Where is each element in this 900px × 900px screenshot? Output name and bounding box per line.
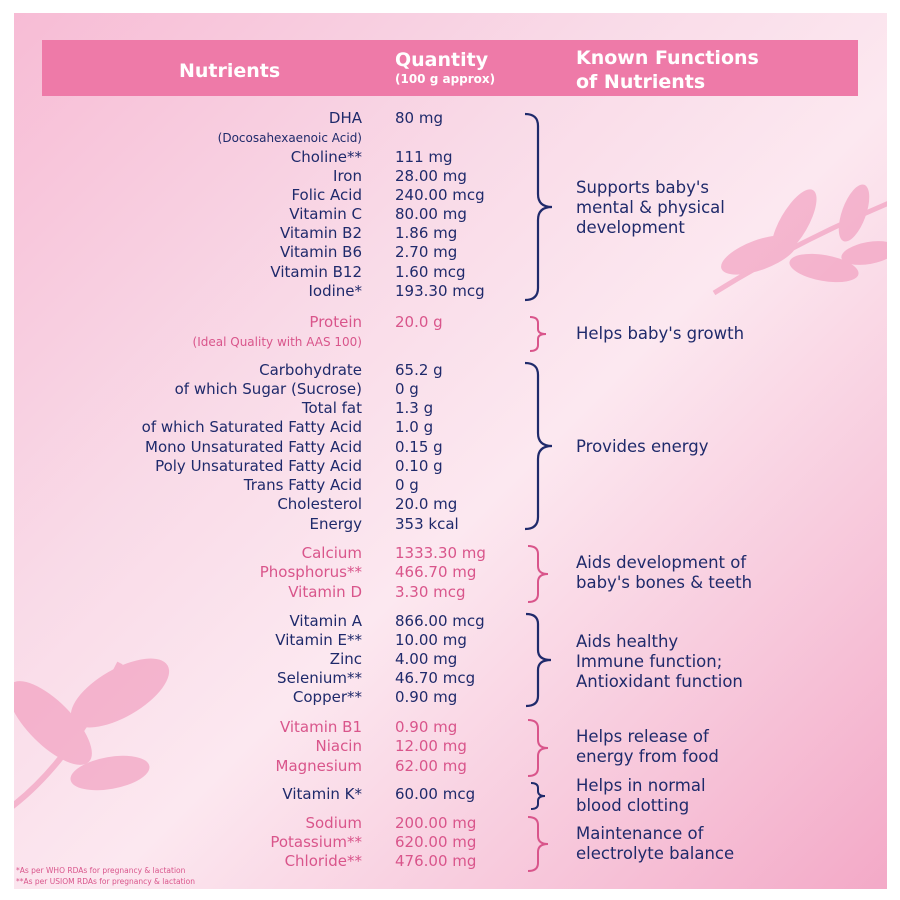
nutrient-name: Mono Unsaturated Fatty Acid xyxy=(145,438,362,456)
nutrient-qty: 62.00 mg xyxy=(395,757,467,775)
function-line: mental & physical xyxy=(576,198,725,217)
nutrient-qty: 60.00 mcg xyxy=(395,785,476,803)
nutrient-qty: 0.10 g xyxy=(395,457,443,475)
header-functions-line1: Known Functions xyxy=(576,47,759,69)
header-quantity-sub: (100 g approx) xyxy=(395,72,496,86)
nutrient-name: Calcium xyxy=(301,544,362,562)
nutrient-qty: 0.15 g xyxy=(395,438,443,456)
nutrient-qty: 1.3 g xyxy=(395,399,434,417)
nutrient-name: Zinc xyxy=(329,650,362,668)
nutrient-name: Iodine* xyxy=(308,282,362,300)
nutrient-qty: 3.30 mcg xyxy=(395,583,466,601)
nutrient-name: Choline** xyxy=(290,148,362,166)
header-functions-line2: of Nutrients xyxy=(576,71,706,93)
function-text xyxy=(576,824,734,864)
function-text xyxy=(576,437,708,457)
nutrient-qty: 28.00 mg xyxy=(395,167,467,185)
nutrient-qty: 2.70 mg xyxy=(395,243,458,261)
function-line: Antioxidant function xyxy=(576,672,743,691)
nutrient-name: Vitamin B12 xyxy=(270,263,362,281)
function-line: Helps in normal xyxy=(576,776,706,795)
nutrient-name: Iron xyxy=(333,167,362,185)
nutrient-qty: 1333.30 mg xyxy=(395,544,486,562)
nutrient-name: Total fat xyxy=(301,399,362,417)
nutrient-name: Energy xyxy=(309,515,362,533)
group-brace xyxy=(522,815,556,873)
nutrient-name: Vitamin D xyxy=(288,583,362,601)
function-line: electrolyte balance xyxy=(576,844,735,863)
nutrient-name: Folic Acid xyxy=(291,186,362,204)
nutrient-qty: 0.90 mg xyxy=(395,718,458,736)
nutrient-name: Vitamin E** xyxy=(275,631,362,649)
nutrient-name: of which Sugar (Sucrose) xyxy=(174,380,362,398)
function-line: Aids healthy xyxy=(576,632,679,651)
function-text xyxy=(576,632,743,692)
nutrient-qty: 240.00 mcg xyxy=(395,186,485,204)
nutrient-qty: 466.70 mg xyxy=(395,563,477,581)
nutrient-name: Phosphorus** xyxy=(259,563,362,581)
nutrient-name: Carbohydrate xyxy=(259,361,362,379)
leaf-decoration-left xyxy=(14,633,180,813)
nutrient-qty: 200.00 mg xyxy=(395,814,477,832)
nutrient-name: (Docosahexaenoic Acid) xyxy=(217,131,362,145)
nutrient-name: Vitamin B2 xyxy=(279,224,362,242)
nutrient-qty: 353 kcal xyxy=(395,515,459,533)
function-line: Provides energy xyxy=(576,437,709,456)
function-text xyxy=(576,776,706,816)
function-line: Maintenance of xyxy=(576,824,704,843)
group-brace xyxy=(522,781,556,811)
group-brace xyxy=(522,544,556,604)
nutrient-name: Sodium xyxy=(305,814,362,832)
nutrient-qty: 4.00 mg xyxy=(395,650,458,668)
nutrient-name: Chloride** xyxy=(284,852,362,870)
nutrient-name: Trans Fatty Acid xyxy=(243,476,362,494)
group-brace xyxy=(522,315,556,353)
function-line: development xyxy=(576,218,685,237)
nutrient-qty: 1.86 mg xyxy=(395,224,458,242)
nutrient-qty: 0 g xyxy=(395,476,419,494)
function-text xyxy=(576,727,719,767)
function-line: Aids development of xyxy=(576,553,747,572)
nutrient-qty: 10.00 mg xyxy=(395,631,467,649)
header-functions xyxy=(576,46,836,94)
nutrient-name: Potassium** xyxy=(270,833,362,851)
function-line: Supports baby's xyxy=(576,178,710,197)
function-line: Helps baby's growth xyxy=(576,324,745,343)
nutrient-qty: 1.60 mcg xyxy=(395,263,466,281)
nutrient-name: Vitamin A xyxy=(289,612,362,630)
nutrient-qty: 0 g xyxy=(395,380,419,398)
nutrient-name: Cholesterol xyxy=(277,495,362,513)
nutrient-name: (Ideal Quality with AAS 100) xyxy=(192,335,362,349)
nutrient-qty: 20.0 g xyxy=(395,313,443,331)
nutrient-name: Vitamin B6 xyxy=(279,243,362,261)
function-text xyxy=(576,553,752,593)
nutrient-qty: 0.90 mg xyxy=(395,688,458,706)
nutrient-name: Niacin xyxy=(315,737,362,755)
nutrient-name: Copper** xyxy=(292,688,362,706)
nutrient-qty: 12.00 mg xyxy=(395,737,467,755)
nutrient-qty: 476.00 mg xyxy=(395,852,477,870)
group-brace xyxy=(522,112,556,302)
nutrient-name: Vitamin C xyxy=(289,205,362,223)
nutrient-name: Poly Unsaturated Fatty Acid xyxy=(155,457,362,475)
nutrient-name: Selenium** xyxy=(277,669,362,687)
nutrient-name: of which Saturated Fatty Acid xyxy=(141,418,362,436)
nutrient-qty: 193.30 mcg xyxy=(395,282,485,300)
nutrient-qty: 111 mg xyxy=(395,148,453,166)
function-line: baby's bones & teeth xyxy=(576,573,753,592)
nutrient-name: Vitamin B1 xyxy=(279,718,362,736)
nutrient-qty: 620.00 mg xyxy=(395,833,477,851)
group-brace xyxy=(522,718,556,778)
nutrient-qty: 866.00 mcg xyxy=(395,612,485,630)
nutrient-name: Vitamin K* xyxy=(282,785,362,803)
nutrient-qty: 80.00 mg xyxy=(395,205,467,223)
function-line: blood clotting xyxy=(576,796,690,815)
group-brace xyxy=(522,612,556,708)
nutrient-qty: 1.0 g xyxy=(395,418,434,436)
header-nutrients: Nutrients xyxy=(179,60,281,82)
function-line: Helps release of xyxy=(576,727,709,746)
nutrient-name: DHA xyxy=(328,109,362,127)
group-brace xyxy=(522,361,556,531)
nutrient-name: Protein xyxy=(309,313,362,331)
nutrient-qty: 20.0 mg xyxy=(395,495,458,513)
header-quantity: Quantity xyxy=(395,49,489,71)
leaf-decoration-right xyxy=(704,183,887,313)
nutrient-qty: 46.70 mcg xyxy=(395,669,476,687)
footnote-usiom: **As per USIOM RDAs for pregnancy & lactation xyxy=(16,877,196,886)
function-line: Immune function; xyxy=(576,652,723,671)
footnote-who: *As per WHO RDAs for pregnancy & lactation xyxy=(16,866,186,875)
function-text xyxy=(576,178,725,238)
nutrient-qty: 80 mg xyxy=(395,109,443,127)
nutrient-name: Magnesium xyxy=(275,757,362,775)
function-line: energy from food xyxy=(576,747,719,766)
function-text xyxy=(576,324,744,344)
nutrient-qty: 65.2 g xyxy=(395,361,443,379)
